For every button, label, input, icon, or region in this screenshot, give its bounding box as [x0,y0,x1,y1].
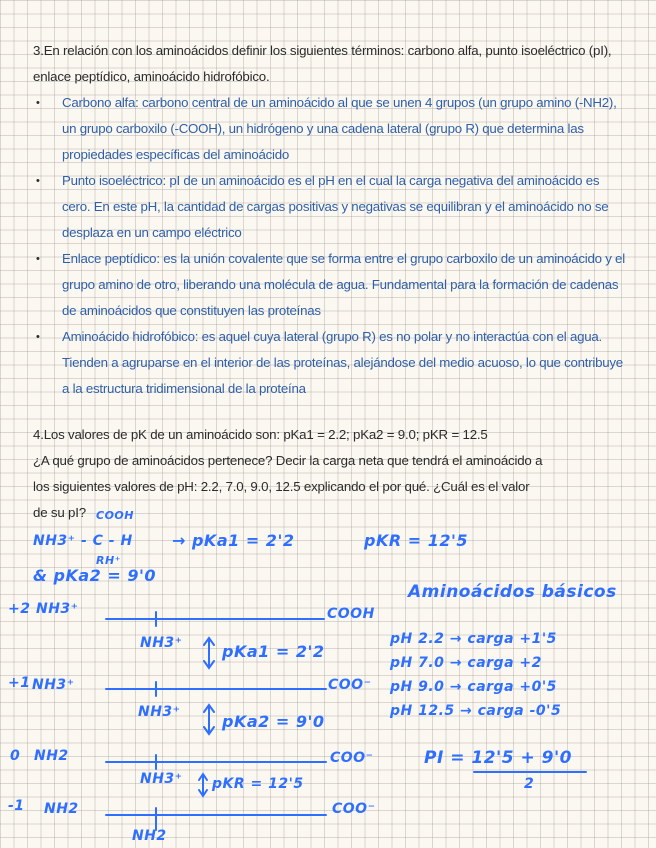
hw-carb-plus1: COO⁻ [328,677,372,693]
answer-enlace-peptidico: • Enlace peptídico: es la unión covalente que se forma entre el grupo carboxilo de un aminoácido y el grupo amino de otro, liberando una molécula de agua. Fundamental para la formación de cadenas de aminoácidos que constituyen las proteínas [36,246,626,324]
question-4-line-1: 4.Los valores de pK de un aminoácido son: pKa1 = 2.2; pKa2 = 9.0; pKR = 12.5 [33,427,488,442]
hw-arrow-pka1: → pKa1 = 2'2 [172,531,295,550]
question-3-prompt: 3.En relación con los aminoácidos definir los siguientes términos: carbono alfa, punto isoeléctrico (pI), enlace peptídico, aminoácido hidrofóbico. [33,43,612,84]
double-arrow-2 [204,705,214,734]
hw-charge-plus1: +1 [8,675,31,691]
hw-amine-plus1: NH3⁺ [32,677,75,693]
hw-carb-minus1: COO⁻ [332,801,376,817]
hw-side-2: NH3⁺ [138,704,181,720]
hw-amine-minus1: NH2 [44,801,79,817]
question-4-line-3: los siguientes valores de pH: 2.2, 7.0, 9.0, 12.5 explicando el por qué. ¿Cuál es el valor [33,479,530,494]
hw-step-pka1: pKa1 = 2'2 [222,642,325,661]
hw-side-4: NH2 [132,828,167,844]
hw-ph-1: pH 2.2 → carga +1'5 [390,631,557,647]
hw-step-pkr: pKR = 12'5 [212,776,304,792]
answer-punto-isoelectrico: • Punto isoeléctrico: pI de un aminoácido es el pH en el cual la carga negativa del aminoácido es cero. En este pH, la cantidad de cargas positivas y negativas se equilibran y el aminoácido no se desplaza en un campo eléctrico [36,168,626,246]
hw-charge-0: 0 [10,748,21,764]
double-arrow-1 [204,638,214,668]
hw-charge-minus1: -1 [8,798,25,814]
hw-formula: NH3⁺ - C - H [33,533,133,549]
hw-carb-0: COO⁻ [330,750,374,766]
hw-pka2: & pKa2 = 9'0 [33,566,157,585]
hw-group: Aminoácidos básicos [408,582,617,602]
hw-step-pka2: pKa2 = 9'0 [222,712,325,731]
hw-side-3: NH3⁺ [140,771,183,787]
hw-charge-plus2: +2 [8,601,31,617]
hw-pi-denominator: 2 [524,776,535,792]
answer-aminoacido-hidrofobico: • Aminoácido hidrofóbico: es aquel cuya lateral (grupo R) es no polar y no interactúa con el agua. Tienden a agruparse en el interior de las proteínas, alejándose del medio acuoso, lo que contribuye a la estructura tridimensional de la proteína [36,324,626,402]
hw-amine-plus2: NH3⁺ [36,601,79,617]
double-arrow-3 [199,774,207,796]
hw-pi-numerator: PI = 12'5 + 9'0 [424,748,572,768]
question-4-line-4: de su pI? [33,505,86,520]
hw-ph-4: pH 12.5 → carga -0'5 [390,703,562,719]
hw-cooh-top: COOH [96,509,134,522]
hw-amine-0: NH2 [34,748,69,764]
hw-ph-3: pH 9.0 → carga +0'5 [390,679,557,695]
hw-side-1: NH3⁺ [140,635,183,651]
question-4-line-2: ¿A qué grupo de aminoácidos pertenece? Decir la carga neta que tendrá el aminoácido a [33,453,543,468]
hw-pkr: pKR = 12'5 [364,531,469,550]
hw-rh-top: RH⁺ [96,554,121,567]
answer-carbono-alfa: • Carbono alfa: carbono central de un aminoácido al que se unen 4 grupos (un grupo amino (-NH2), un grupo carboxilo (-COOH), un hidrógeno y una cadena lateral (grupo R) que determina las propiedades específicas del aminoácido [36,90,626,168]
hw-ph-2: pH 7.0 → carga +2 [390,655,542,671]
hw-carb-plus2: COOH [327,606,375,622]
